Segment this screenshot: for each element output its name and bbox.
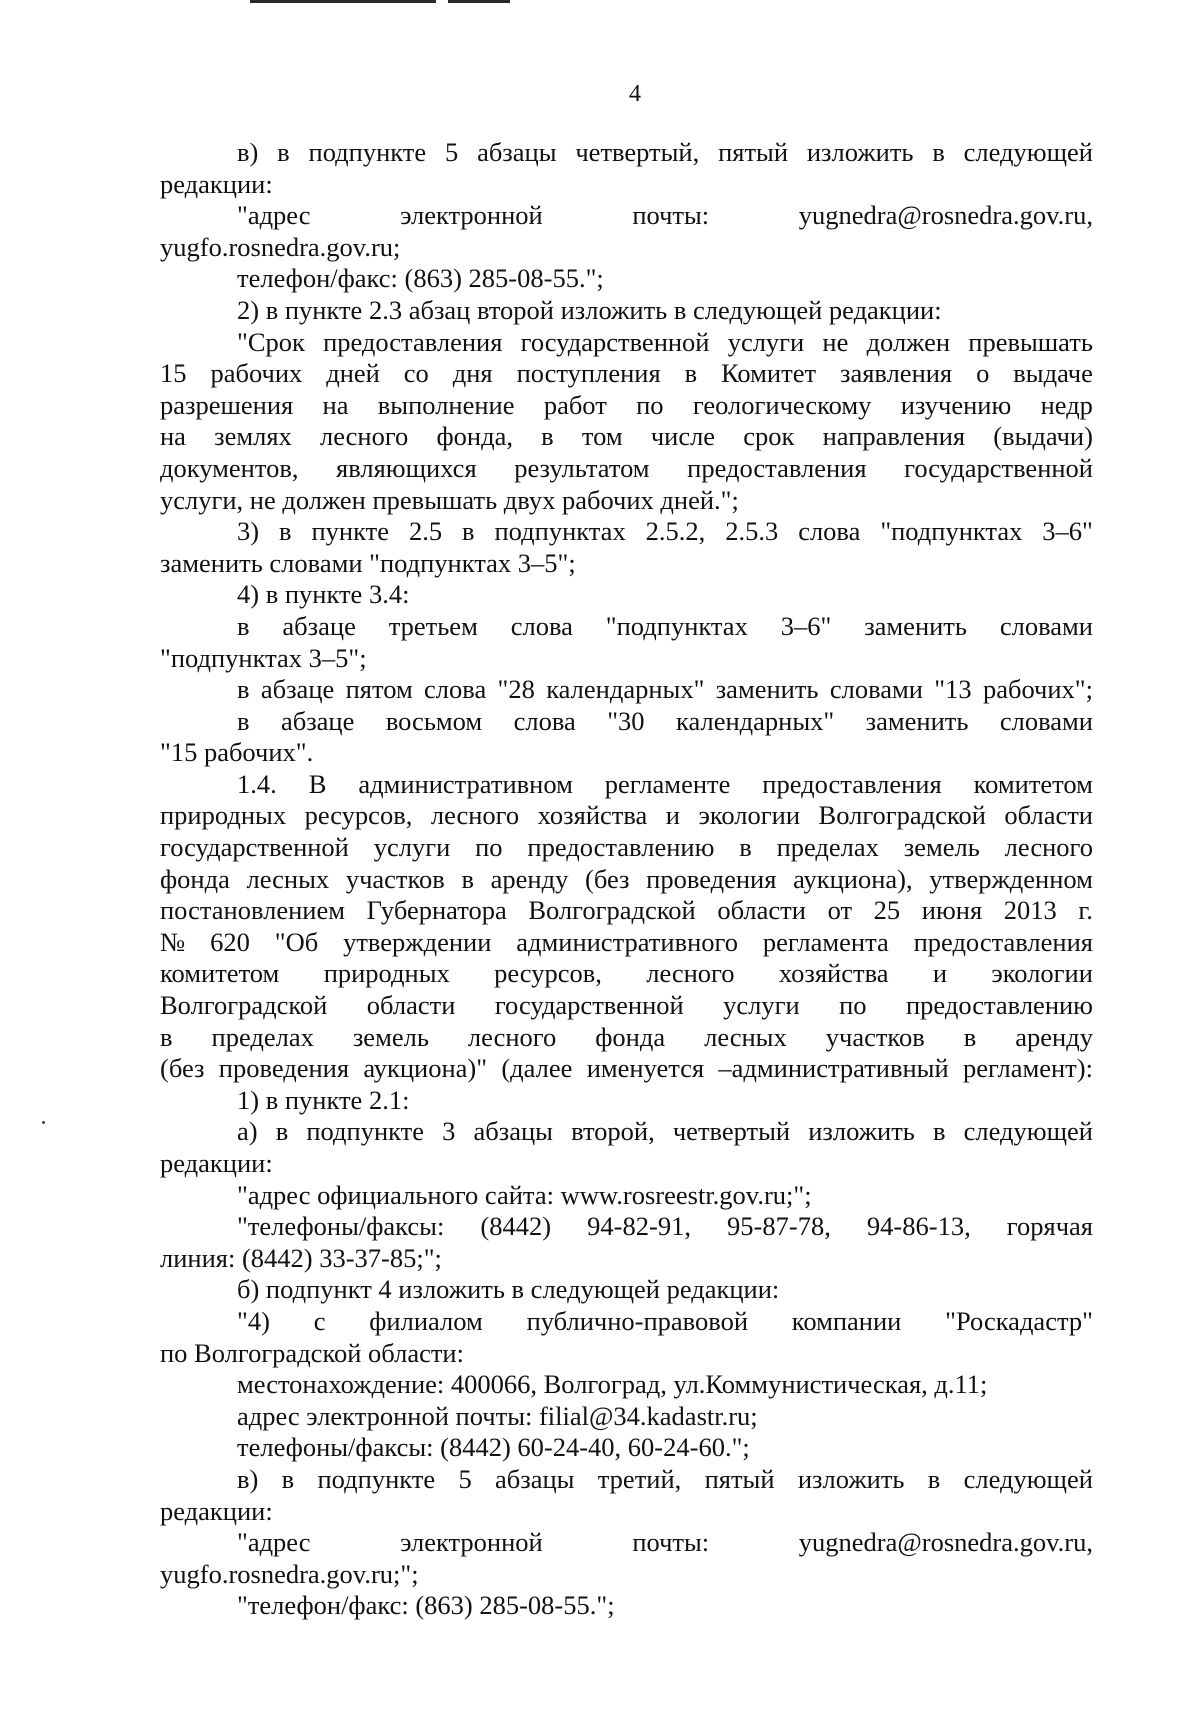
- text-line: [160, 990, 1093, 1022]
- text-line: [160, 516, 1093, 548]
- text-word: превышать: [968, 326, 1093, 357]
- text-line: [160, 706, 1093, 738]
- text-word: (8442): [480, 1211, 552, 1242]
- text-word: рабочих: [210, 358, 303, 389]
- text-word: 620: [210, 926, 250, 957]
- text-word: Губернатора: [366, 895, 507, 926]
- text-line: [160, 421, 1093, 453]
- text-line: [160, 958, 1093, 990]
- text-line: по Волгоградской области:: [160, 1337, 464, 1368]
- text-word: от: [827, 895, 853, 926]
- text-word: проведения: [646, 863, 777, 894]
- text-word: а): [237, 1116, 258, 1147]
- text-word: предоставлению: [527, 832, 715, 863]
- text-word: государственной: [494, 990, 684, 1021]
- text-word: словами: [999, 610, 1093, 641]
- text-word: должен: [866, 326, 951, 357]
- text-word: в: [237, 610, 250, 641]
- text-line: [160, 864, 1093, 896]
- text-word: экологии: [698, 800, 801, 831]
- text-word: абзаце: [282, 610, 356, 641]
- text-word: публично-правовой: [526, 1305, 748, 1336]
- text-word: пятом: [345, 674, 413, 705]
- text-word: июня: [921, 895, 983, 926]
- text-word: пределах: [776, 832, 879, 863]
- text-word: горячая: [1006, 1211, 1093, 1242]
- text-word: четвертый,: [575, 137, 700, 167]
- text-word: 1.4.: [237, 768, 277, 799]
- text-word: восьмом: [385, 705, 483, 736]
- text-word: yugnedra@rosnedra.gov.ru,: [798, 200, 1093, 231]
- text-line: [160, 200, 1093, 232]
- text-word: пределах: [211, 1021, 314, 1052]
- text-line: [160, 358, 1093, 390]
- text-line: телефоны/факсы: (8442) 60-24-40, 60-24-60.";: [237, 1432, 750, 1463]
- text-word: в: [275, 1116, 289, 1147]
- scan-speck: [42, 1121, 45, 1124]
- text-word: третьем: [388, 610, 478, 641]
- text-word: слова: [513, 705, 576, 736]
- text-word: лесного: [430, 800, 520, 831]
- text-word: (без: [585, 863, 630, 894]
- text-word: земель: [352, 1021, 429, 1052]
- text-word: второй,: [571, 1116, 655, 1147]
- text-word: административного: [516, 926, 738, 957]
- text-word: в: [932, 137, 945, 167]
- text-word: хозяйства: [778, 958, 889, 989]
- text-word: изложить: [808, 1116, 915, 1147]
- text-word: "телефоны/факсы:: [237, 1211, 445, 1242]
- text-word: лесного: [320, 421, 409, 452]
- text-word: в: [281, 1463, 295, 1494]
- text-line: адрес электронной почты: filial@34.kadastr.ru;: [237, 1400, 758, 1431]
- text-word: предоставления: [913, 926, 1093, 957]
- text-word: Комитет: [721, 358, 817, 389]
- text-word: административном: [358, 768, 573, 799]
- text-word: пятый: [704, 1463, 775, 1494]
- text-line: [160, 769, 1093, 801]
- text-word: в: [237, 705, 250, 736]
- text-word: услуги: [723, 990, 800, 1021]
- text-word: предоставления: [762, 768, 942, 799]
- text-word: г.: [1078, 895, 1093, 926]
- text-word: постановлением: [160, 895, 345, 926]
- text-word: ресурсов,: [304, 800, 413, 831]
- text-line: редакции:: [160, 168, 273, 199]
- text-word: лесных: [246, 863, 330, 894]
- text-word: дня: [452, 358, 493, 389]
- text-word: в: [739, 832, 752, 863]
- text-line: 4) в пункте 3.4:: [237, 579, 410, 610]
- text-word: слова: [798, 516, 861, 547]
- text-word: изложить: [806, 137, 914, 167]
- text-line: "телефон/факс: (863) 285-08-55.";: [237, 1590, 615, 1621]
- text-word: пятый: [718, 137, 789, 167]
- text-word: аренду: [1015, 1021, 1093, 1052]
- text-word: предоставления: [323, 326, 503, 357]
- text-word: заменить: [715, 674, 819, 705]
- text-word: и: [665, 800, 680, 831]
- text-word: фонда,: [436, 421, 513, 452]
- text-word: (выдачи): [993, 421, 1093, 452]
- text-line: [160, 800, 1093, 832]
- text-word: "Срок: [237, 326, 305, 357]
- text-word: предоставлению: [906, 990, 1093, 1021]
- text-word: ресурсов,: [494, 958, 602, 989]
- text-word: на: [160, 421, 186, 452]
- text-word: в: [462, 516, 475, 547]
- text-word: фонда: [595, 1021, 666, 1052]
- text-word: 94-86-13,: [866, 1211, 971, 1242]
- text-word: yugnedra@rosnedra.gov.ru,: [798, 1527, 1093, 1558]
- text-word: в: [279, 516, 292, 547]
- text-word: в: [927, 1463, 941, 1494]
- scan-edge-mark: [250, 0, 436, 3]
- text-line: [160, 611, 1093, 643]
- text-word: утвержденном: [929, 863, 1093, 894]
- text-line: yugfo.rosnedra.gov.ru;: [160, 231, 401, 262]
- text-word: абзацы: [495, 1463, 575, 1494]
- text-line: [160, 1306, 1093, 1338]
- text-word: участков: [345, 863, 445, 894]
- text-word: природных: [160, 800, 287, 831]
- text-word: "28: [497, 674, 535, 705]
- text-word: 3: [442, 1116, 456, 1147]
- text-word: геологическому: [692, 389, 872, 420]
- text-word: со: [403, 358, 429, 389]
- text-word: государственной: [520, 326, 710, 357]
- text-word: разрешения: [160, 389, 294, 420]
- text-word: услуги: [373, 832, 451, 863]
- text-word: регламента: [762, 926, 889, 957]
- text-word: электронной: [400, 200, 543, 231]
- text-word: 3–6": [1042, 516, 1093, 547]
- text-word: фонда: [160, 863, 230, 894]
- text-word: в: [277, 137, 290, 167]
- text-word: утверждении: [343, 926, 492, 957]
- text-word: государственной: [160, 832, 349, 863]
- text-word: компании: [791, 1305, 902, 1336]
- text-word: по: [839, 990, 867, 1021]
- text-word: срок: [743, 421, 795, 452]
- text-line: [160, 1527, 1093, 1559]
- text-word: почты:: [632, 200, 710, 231]
- text-line: [160, 453, 1093, 485]
- text-word: лесного: [467, 1021, 557, 1052]
- text-word: области: [717, 895, 806, 926]
- text-word: экологии: [991, 958, 1093, 989]
- text-word: филиалом: [369, 1305, 483, 1336]
- text-word: земель: [903, 832, 980, 863]
- text-word: в: [963, 1021, 977, 1052]
- text-word: в: [541, 421, 554, 452]
- text-word: "30: [607, 705, 645, 736]
- text-word: календарных": [676, 705, 835, 736]
- text-word: недр: [1040, 389, 1093, 420]
- text-word: аренду: [490, 863, 569, 894]
- text-word: в: [237, 674, 250, 705]
- text-word: регламент):: [962, 1053, 1093, 1084]
- text-word: являющихся: [336, 452, 477, 483]
- text-word: изучению: [900, 389, 1012, 420]
- text-word: 2.5.2,: [645, 516, 706, 547]
- text-word: предоставления: [687, 452, 867, 483]
- text-word: в: [461, 863, 474, 894]
- text-line: [160, 674, 1093, 706]
- text-line: 1) в пункте 2.1:: [237, 1084, 410, 1115]
- text-word: по: [475, 832, 503, 863]
- text-word: "подпунктах: [880, 516, 1023, 547]
- text-word: 2.5: [408, 516, 443, 547]
- text-word: 15: [160, 358, 187, 389]
- text-word: почты:: [632, 1527, 710, 1558]
- text-word: заявления: [840, 358, 953, 389]
- text-word: 94-82-91,: [587, 1211, 691, 1242]
- text-word: комитетом: [160, 958, 280, 989]
- text-word: абзаце: [280, 705, 355, 736]
- text-word: государственной: [904, 452, 1093, 483]
- text-word: Волгоградской: [528, 895, 696, 926]
- text-word: в): [237, 137, 259, 167]
- text-word: не: [822, 326, 849, 357]
- text-word: по: [636, 389, 664, 420]
- text-word: (далее: [501, 1053, 573, 1084]
- text-word: регламенте: [604, 768, 731, 799]
- text-word: лесных: [704, 1021, 787, 1052]
- text-word: заменить: [865, 705, 969, 736]
- text-word: хозяйства: [537, 800, 648, 831]
- text-line: [160, 1022, 1093, 1054]
- document-body: [160, 137, 1093, 1622]
- text-word: выполнение: [377, 389, 515, 420]
- text-word: области: [1004, 800, 1093, 831]
- text-word: подпункте: [306, 1116, 424, 1147]
- text-word: рабочих";: [982, 674, 1093, 705]
- text-word: 2013: [1003, 895, 1057, 926]
- text-word: аукциона)": [363, 1053, 488, 1084]
- text-word: числе: [650, 421, 716, 452]
- text-line: услуги, не должен превышать двух рабочих дней.";: [160, 484, 739, 515]
- text-word: и: [932, 958, 948, 989]
- text-word: аукциона),: [793, 863, 913, 894]
- text-word: №: [160, 926, 186, 957]
- text-line: 2) в пункте 2.3 абзац второй изложить в следующей редакции:: [237, 294, 942, 325]
- text-line: "подпунктах 3–5";: [160, 642, 367, 673]
- text-word: лесного: [1004, 832, 1093, 863]
- text-line: "15 рабочих".: [160, 737, 314, 768]
- text-word: электронной: [400, 1527, 543, 1558]
- text-word: третий,: [597, 1463, 682, 1494]
- text-word: четвертый: [672, 1116, 791, 1147]
- text-word: 3): [237, 516, 260, 547]
- text-line: [160, 327, 1093, 359]
- page-number: 4: [629, 81, 641, 107]
- text-word: Волгоградской: [818, 800, 986, 831]
- text-word: области: [366, 990, 456, 1021]
- text-word: абзаце: [260, 674, 335, 705]
- text-word: в): [237, 1463, 259, 1494]
- text-word: "Роскадастр": [945, 1305, 1093, 1336]
- text-word: на: [322, 389, 349, 420]
- text-line: б) подпункт 4 изложить в следующей редакции:: [237, 1274, 780, 1305]
- text-word: поступления: [516, 358, 661, 389]
- text-word: в: [684, 358, 698, 389]
- text-word: "адрес: [237, 1527, 311, 1558]
- text-line: [160, 1053, 1093, 1085]
- text-word: заменить: [864, 610, 967, 641]
- text-word: том: [581, 421, 623, 452]
- text-word: "адрес: [237, 200, 311, 231]
- text-line: редакции:: [160, 1495, 273, 1526]
- text-line: линия: (8442) 33-37-85;";: [160, 1242, 442, 1273]
- text-word: 5: [458, 1463, 472, 1494]
- scan-edge-mark: [448, 0, 510, 3]
- text-line: [160, 1464, 1093, 1496]
- text-word: землях: [214, 421, 292, 452]
- text-word: изложить: [797, 1463, 905, 1494]
- text-line: "адрес официального сайта: www.rosreestr.gov.ru;";: [237, 1179, 812, 1210]
- text-word: подпункте: [308, 137, 427, 167]
- text-word: выдаче: [1013, 358, 1093, 389]
- text-word: 25: [873, 895, 901, 926]
- text-word: направления: [822, 421, 966, 452]
- text-line: заменить словами "подпунктах 3–5";: [160, 547, 576, 578]
- text-word: именуется: [586, 1053, 705, 1084]
- text-word: комитетом: [973, 768, 1093, 799]
- text-word: услуги: [727, 326, 805, 357]
- text-word: о: [976, 358, 990, 389]
- text-word: календарных": [546, 674, 705, 705]
- text-word: 2.5.3: [725, 516, 779, 547]
- text-word: проведения: [218, 1053, 350, 1084]
- text-word: следующей: [963, 1116, 1093, 1147]
- text-word: 95-87-78,: [727, 1211, 831, 1242]
- text-line: yugfo.rosnedra.gov.ru;";: [160, 1558, 419, 1589]
- text-word: участков: [825, 1021, 925, 1052]
- text-line: [160, 1116, 1093, 1148]
- text-line: [160, 895, 1093, 927]
- text-word: следующей: [963, 137, 1093, 167]
- text-word: слова: [424, 674, 487, 705]
- text-line: [160, 137, 1093, 169]
- text-word: "4): [237, 1305, 270, 1336]
- text-word: документов,: [160, 452, 299, 483]
- text-word: "подпунктах: [605, 610, 748, 641]
- text-word: подпунктах: [494, 516, 626, 547]
- text-word: пункте: [311, 516, 389, 547]
- text-word: в: [933, 1116, 946, 1147]
- text-word: лесного: [646, 958, 735, 989]
- text-word: (без: [160, 1053, 205, 1084]
- text-word: В: [308, 768, 327, 799]
- text-word: работ: [543, 389, 607, 420]
- text-line: [160, 1211, 1093, 1243]
- text-word: 3–6": [780, 610, 832, 641]
- text-word: в: [160, 1021, 173, 1052]
- text-line: местонахождение: 400066, Волгоград, ул.Коммунистическая, д.11;: [237, 1369, 988, 1400]
- text-word: слова: [510, 610, 573, 641]
- text-word: "Об: [274, 926, 319, 957]
- text-word: дней: [326, 358, 380, 389]
- text-word: "13: [934, 674, 972, 705]
- text-word: –административный: [718, 1053, 949, 1084]
- text-line: [160, 927, 1093, 959]
- text-word: словами: [999, 705, 1093, 736]
- text-word: подпункте: [317, 1463, 436, 1494]
- text-word: с: [313, 1305, 326, 1336]
- text-line: телефон/факс: (863) 285-08-55.";: [237, 263, 604, 294]
- text-word: следующей: [963, 1463, 1093, 1494]
- text-word: природных: [323, 958, 450, 989]
- text-word: абзацы: [477, 137, 557, 167]
- text-word: Волгоградской: [160, 990, 328, 1021]
- text-line: [160, 832, 1093, 864]
- text-word: 5: [444, 137, 459, 167]
- text-word: словами: [829, 674, 923, 705]
- text-line: [160, 390, 1093, 422]
- text-word: результатом: [514, 452, 650, 483]
- text-word: абзацы: [473, 1116, 553, 1147]
- text-line: редакции:: [160, 1148, 273, 1178]
